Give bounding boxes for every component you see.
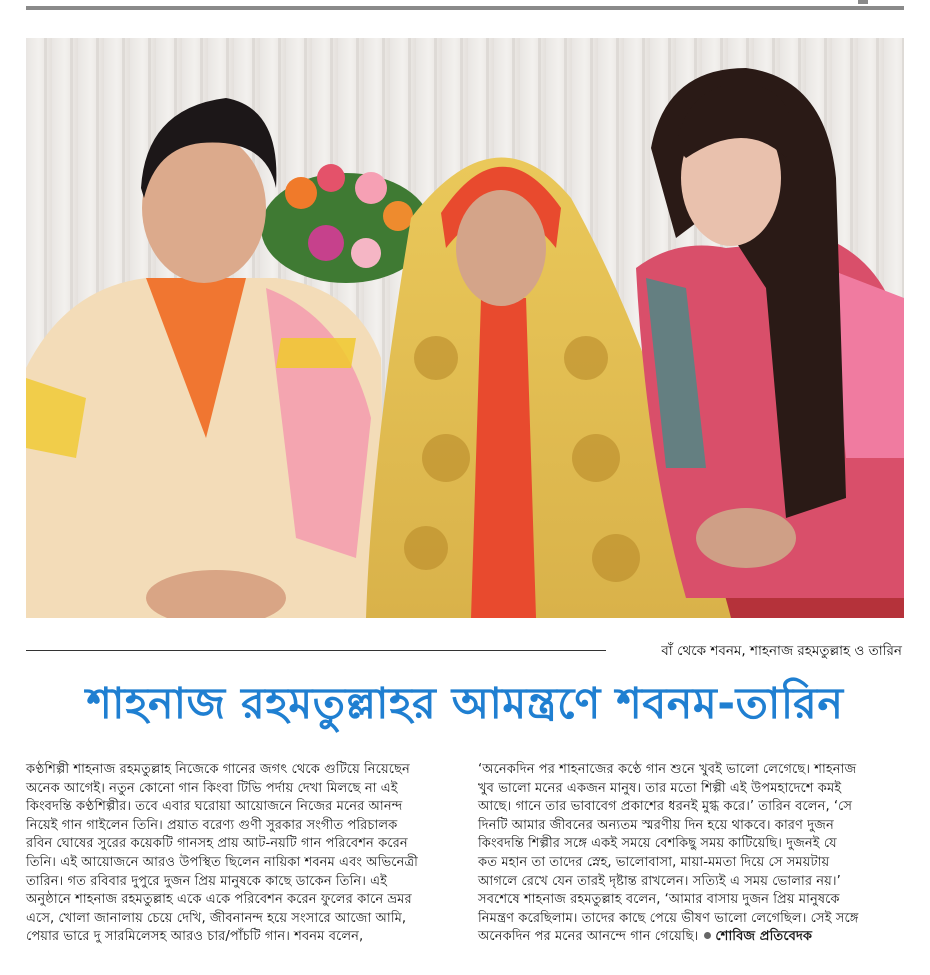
article-line: আছে। গানে তার ভাবাবেগ প্রকাশের ধরনই মুগ্ধ করে।’ তারিন বলেন, ‘সে bbox=[478, 799, 853, 815]
article-last-line bbox=[478, 928, 906, 947]
article-column-right bbox=[478, 761, 906, 947]
article-line: খুব ভালো মনের একজন মানুষ। তার মতো শিল্পী এই উপমহাদেশে কমই bbox=[478, 780, 842, 796]
article-line: কিংবদন্তি শিল্পীর সঙ্গে একই সময়ে বেশকিছু সময় কাটিয়েছি। দুজনই যে bbox=[478, 836, 837, 852]
top-rule-tick bbox=[858, 0, 868, 4]
article-line: কত মহান তা তাদের স্নেহ, ভালোবাসা, মায়া-মমতা দিয়ে সে সময়টায় bbox=[478, 854, 830, 870]
article-line: আগলে রেখে যেন তারই দৃষ্টান্ত রাখলেন। সত্যিই এ সময় ভোলার নয়।’ bbox=[478, 873, 841, 889]
article-line: অনুষ্ঠানে শাহনাজ রহমতুল্লাহ একে একে পরিবেশন করেন ফুলের কানে ভ্রমর bbox=[26, 892, 412, 908]
bullet-icon bbox=[704, 932, 711, 939]
article-line: সবশেষে শাহনাজ রহমতুল্লাহ বলেন, ‘আমার বাসায় দুজন প্রিয় মানুষকে bbox=[478, 892, 840, 908]
article-line: অনেকদিন পর মনের আনন্দে গান গেয়েছি। bbox=[478, 929, 699, 945]
article-line: কিংবদন্তি কণ্ঠশিল্পীর। তবে এবার ঘরোয়া আয়োজনে নিজের মনের আনন্দ bbox=[26, 799, 403, 815]
top-rule bbox=[26, 6, 904, 10]
article-line: নিয়েই গান গাইলেন তিনি। প্রয়াত বরেণ্য গুণী সুরকার সংগীত পরিচালক bbox=[26, 817, 398, 833]
group-photo bbox=[26, 38, 904, 618]
article-line: দিনটি আমার জীবনের অন্যতম স্মরণীয় দিন হয়ে থাকবে। কারণ দুজন bbox=[478, 817, 834, 833]
headline: শাহনাজ রহমতুল্লাহর আমন্ত্রণে শবনম-তারিন bbox=[86, 679, 844, 729]
article-line: পেয়ার ভারে দু সারমিলেসহ আরও চার/পাঁচটি গান। শবনম বলেন, bbox=[26, 929, 364, 945]
article-line: অনেক আগেই। নতুন কোনো গান কিংবা টিভি পর্দায় দেখা মিলছে না এই bbox=[26, 780, 398, 796]
article-line: কণ্ঠশিল্পী শাহনাজ রহমতুল্লাহ নিজেকে গানের জগৎ থেকে গুটিয়ে নিয়েছেন bbox=[26, 762, 410, 777]
article-column-left bbox=[26, 761, 460, 947]
article-line: এসে, খোলা জানালায় চেয়ে দেখি, জীবনানন্দ হয়ে সংসারে আজো আমি, bbox=[26, 910, 407, 926]
article-line: ‘অনেকদিন পর শাহনাজের কণ্ঠে গান শুনে খুবই ভালো লেগেছে। শাহনাজ bbox=[478, 762, 857, 777]
article-line: তিনি। এই আয়োজনে আরও উপস্থিত ছিলেন নায়িকা শবনম এবং অভিনেত্রী bbox=[26, 854, 418, 870]
byline: শোবিজ প্রতিবেদক bbox=[715, 929, 813, 945]
article-line: রবিন ঘোষের সুরের কয়েকটি গানসহ প্রায় আট-নয়টি গান পরিবেশন করেন bbox=[26, 836, 408, 852]
article-line: তারিন। গত রবিবার দুপুরে দুজন প্রিয় মানুষকে কাছে ডাকেন তিনি। এই bbox=[26, 873, 387, 889]
article-line: নিমন্ত্রণ করেছিলাম। তাদের কাছে পেয়ে ভীষণ ভালো লেগেছিল। সেই সঙ্গে bbox=[478, 910, 859, 926]
caption-rule bbox=[26, 650, 606, 651]
photo-caption: বাঁ থেকে শবনম, শাহনাজ রহমতুল্লাহ ও তারিন bbox=[661, 643, 902, 659]
